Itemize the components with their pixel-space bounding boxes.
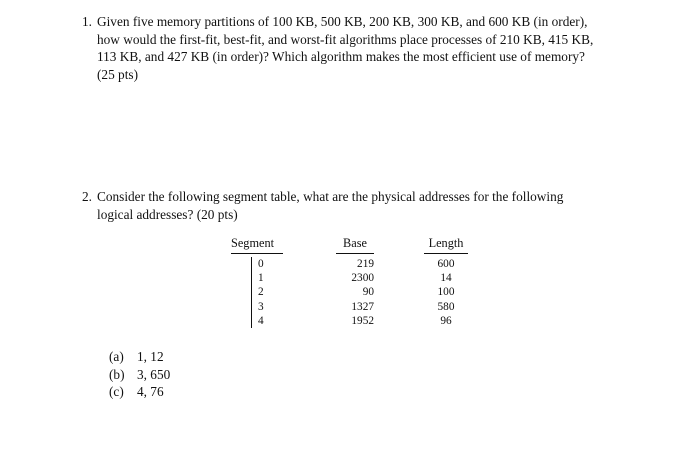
question-text-line: 113 KB, and 427 KB (in order)? Which algorithm makes the most efficient use of memory? [97, 49, 585, 64]
segment-header: Segment [231, 236, 283, 254]
length-cell: 14 [440, 272, 452, 285]
base-cell: 1327 [351, 300, 374, 313]
part-label: (a) [109, 349, 124, 364]
question-2 [82, 188, 660, 223]
question-text-line: how would the first-fit, best-fit, and worst-fit algorithms place processes of 210 KB, 415 KB, [97, 31, 594, 47]
question-text-line: Given five memory partitions of 100 KB, 500 KB, 200 KB, 300 KB, and 600 KB (in order), [97, 14, 588, 29]
base-cell: 1952 [351, 314, 374, 327]
segment-cell: 0 [258, 258, 264, 270]
question-number: 1. [82, 14, 92, 29]
base-cell: 2300 [351, 272, 374, 285]
length-cell: 100 [437, 286, 455, 299]
base-cell: 219 [357, 258, 374, 270]
question-line [82, 66, 660, 84]
question-line [82, 13, 660, 31]
question-text-line: logical addresses? (20 pts) [97, 206, 238, 222]
length-column [424, 236, 468, 328]
part-value: 3, 650 [137, 366, 171, 382]
question-points: (25 pts) [97, 66, 138, 82]
question-line [82, 48, 660, 66]
length-cell: 96 [440, 314, 452, 327]
question-text-line: Consider the following segment table, what are the physical addresses for the following [97, 189, 564, 204]
segment-column [231, 236, 283, 328]
base-cells [336, 257, 374, 328]
question-line [82, 206, 660, 224]
length-cell: 600 [437, 258, 455, 270]
question-number: 2. [82, 189, 92, 204]
list-item [109, 348, 170, 366]
segment-cell: 4 [258, 314, 264, 327]
segment-cell: 1 [258, 272, 264, 285]
segment-cell: 3 [258, 300, 264, 313]
logical-address-list [109, 348, 170, 401]
part-label: (b) [109, 366, 125, 382]
part-value: 4, 76 [137, 384, 164, 399]
segment-cells [251, 257, 282, 328]
question-line [82, 188, 660, 206]
length-cells [424, 257, 468, 328]
base-column [336, 236, 374, 328]
part-value: 1, 12 [137, 349, 164, 364]
list-item [109, 366, 170, 384]
segment-cell: 2 [258, 286, 264, 299]
length-cell: 580 [437, 300, 455, 313]
question-1 [82, 13, 660, 83]
base-cell: 90 [362, 286, 374, 299]
list-item [109, 383, 170, 401]
question-line [82, 31, 660, 49]
base-header: Base [336, 236, 374, 254]
part-label: (c) [109, 384, 124, 399]
length-header: Length [424, 236, 468, 254]
